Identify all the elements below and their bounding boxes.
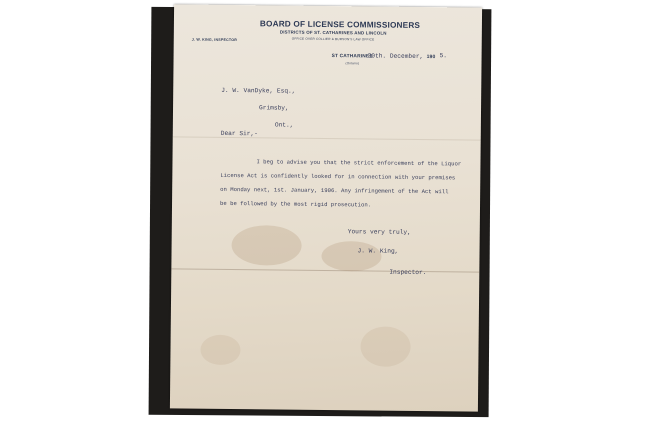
body-line: I beg to advise you that the strict enforcement of the Liquor <box>256 158 462 168</box>
body-line: be be followed by the most rigid prosecution. <box>220 199 372 209</box>
salutation: Dear Sir,- <box>220 129 258 138</box>
letterhead-inspector: J. W. KING, INSPECTOR <box>191 37 238 43</box>
dateline-year-suffix: 5. <box>439 52 448 60</box>
body-line: License Act is confidently looked for in connection with your premises <box>220 171 456 182</box>
dateline-place-note: (Ontario) <box>345 61 360 66</box>
stain <box>231 225 301 266</box>
stain <box>360 326 410 367</box>
closing-title: Inspector. <box>389 268 427 277</box>
dateline-year-prefix: 190 <box>426 54 436 61</box>
addressee-province: Ont., <box>274 121 294 129</box>
letterhead-subtitle: DISTRICTS OF ST. CATHARINES AND LINCOLN <box>279 29 387 36</box>
body-line: on Monday next, 1st. January, 1906. Any infringement of the Act will <box>220 185 449 196</box>
letterhead-office-note: OFFICE OVER COLLIER & BURSON'S LAW OFFICE <box>291 36 375 42</box>
lower-fold-line <box>171 268 479 272</box>
stain <box>200 335 240 365</box>
stain <box>321 241 381 272</box>
upper-fold-line <box>173 136 481 140</box>
addressee-town: Grimsby, <box>259 104 289 112</box>
closing-signature: J. W. King, <box>357 247 399 255</box>
letterhead-title: BOARD OF LICENSE COMMISSIONERS <box>259 19 421 30</box>
dateline-place: ST CATHARINES <box>331 54 373 60</box>
letter-paper <box>170 4 482 411</box>
addressee-name: J. W. VanDyke, Esq., <box>221 86 296 95</box>
dateline-date: 30th. December, <box>367 52 424 61</box>
closing-valediction: Yours very truly, <box>347 228 411 236</box>
